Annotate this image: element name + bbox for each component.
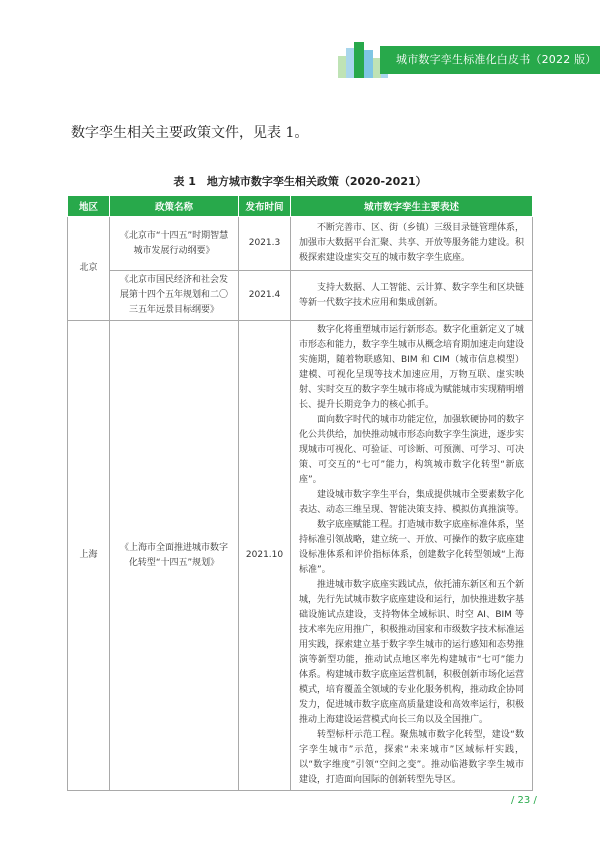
statement-paragraph: 面向数字时代的城市功能定位，加强软硬协同的数字化公共供给，加快推动城市形态向数字孪生演进，逐步实现城市可视化、可验证、可诊断、可预测、可学习、可决策、可交互的“七可”能力，构筑城市数字化转型“新底座”。	[299, 415, 525, 485]
region-cell: 上海	[68, 321, 110, 791]
table-row	[68, 321, 533, 791]
release-date-cell: 2021.4	[239, 271, 291, 321]
statement-cell	[291, 217, 533, 271]
table-row	[68, 217, 533, 271]
policy-table	[67, 195, 533, 791]
header-banner-title: 城市数字孪生标准化白皮书（2022 版）	[380, 46, 600, 74]
statement-text: 支持大数据、人工智能、云计算、数字孪生和区块链等新一代数字技术应用和集成创新。	[299, 282, 525, 308]
policy-name-cell: 《北京市“十四五”时期智慧城市发展行动纲要》	[110, 217, 239, 271]
release-date-cell: 2021.3	[239, 217, 291, 271]
table-header-row	[68, 196, 533, 217]
page-number: / 23 /	[511, 795, 537, 806]
statement-paragraph: 数字化将重塑城市运行新形态。数字化重新定义了城市形态和能力，数字孪生城市从概念培育期加速走向建设实施期，随着物联感知、BIM 和 CIM（城市信息模型）建模、可视化呈现等技术加速应用，万物互联、虚实映射、实时交互的数字孪生城市将成为赋能城市实现精明增长、提升长期竞争力的核心抓手。	[299, 325, 525, 410]
intro-paragraph: 数字孪生相关主要政策文件，见表 1。	[71, 125, 309, 141]
policy-name-cell: 《上海市全面推进城市数字化转型“十四五”规划》	[110, 321, 239, 791]
header-region: 地区	[68, 196, 110, 217]
table-row	[68, 271, 533, 321]
statement-paragraph: 数字底座赋能工程。打造城市数字底座标准体系，坚持标准引领战略，建立统一、开放、可操作的数字底座建设标准体系和评价指标体系，创建数字化转型领域“上海标准”。	[299, 520, 525, 575]
statement-text: 不断完善市、区、街（乡镇）三级目录链管理体系，加强市大数据平台汇聚、共享、开放等服务能力建设。积极探索建设虚实交互的城市数字孪生底座。	[299, 223, 525, 263]
release-date-cell: 2021.10	[239, 321, 291, 791]
statement-paragraph: 转型标杆示范工程。聚焦城市数字化转型，建设“数字孪生城市”示范，探索“未来城市”区域标杆实践，以“数字维度”引领“空间之变”。推动临港数字孪生城市建设，打造面向国际的创新转型先导区。	[299, 730, 524, 785]
header-main-statement: 城市数字孪生主要表述	[291, 196, 533, 217]
header-release-date: 发布时间	[239, 196, 291, 217]
region-cell: 北京	[68, 217, 110, 321]
header-policy-name: 政策名称	[110, 196, 239, 217]
table-caption: 表 1 地方城市数字孪生相关政策（2020-2021）	[173, 175, 427, 188]
statement-cell	[291, 271, 533, 321]
page-header	[0, 0, 600, 80]
statement-paragraph: 建设城市数字孪生平台，集成提供城市全要素数字化表达、动态三维呈现、智能决策支持、模拟仿真推演等。	[299, 490, 525, 515]
statement-paragraph: 推进城市数字底座实践试点，依托浦东新区和五个新城，先行先试城市数字底座建设和运行，加快推进数字基础设施试点建设，支持物体全域标识、时空 AI、BIM 等技术率先应用推广，积极推动国家和市级数字技术标准运用实践，探索建立基于数字孪生城市的运行感知和态势推演等新型功能，推动试点地区率先构建城市“七可”能力体系。构建城市数字底座运营机制，积极创新市场化运营模式，培育覆盖全领域的专业化服务机构，推动政企协同发力，促进城市数字底座高质量建设和高效率运行，积极推动上海建设运营模式向长三角以及全国推广。	[299, 580, 525, 725]
policy-name-cell: 《北京市国民经济和社会发展第十四个五年规划和二〇三五年远景目标纲要》	[110, 271, 239, 321]
statement-cell	[291, 321, 533, 791]
